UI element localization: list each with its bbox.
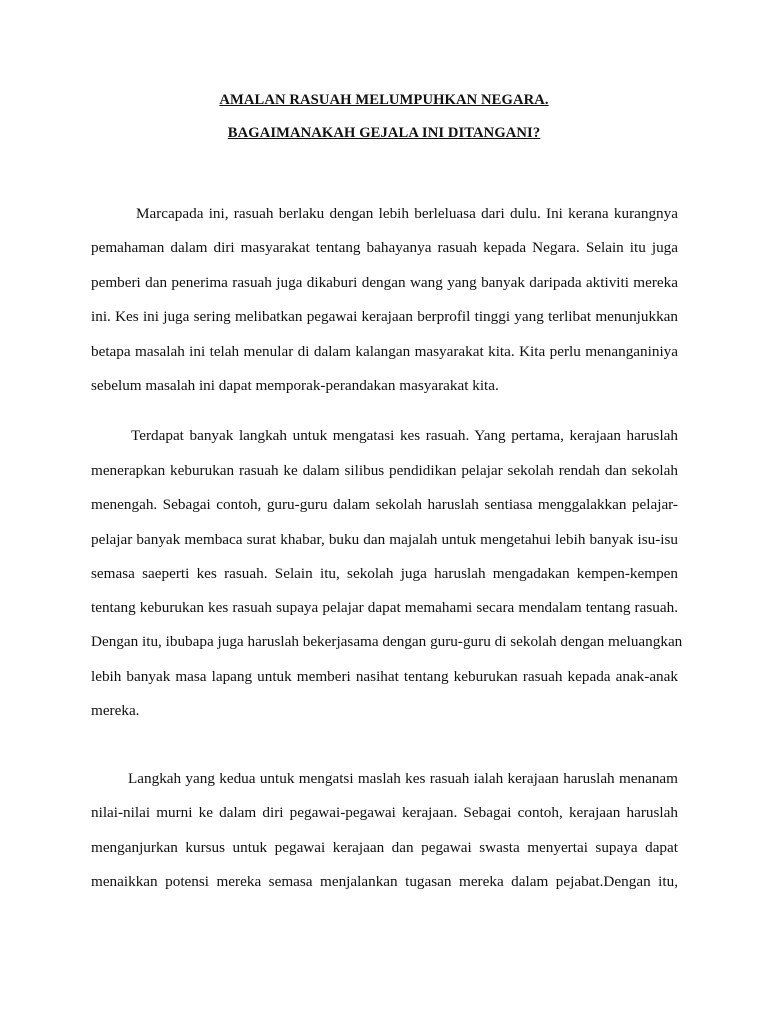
paragraph-1-line: sebelum masalah ini dapat memporak-perandakan masyarakat kita.: [91, 377, 499, 394]
paragraph-3-line: nilai-nilai murni ke dalam diri pegawai-pegawai kerajaan. Sebagai contoh, kerajaan haruslah: [91, 804, 678, 821]
paragraph-2-line: mereka.: [91, 702, 140, 719]
paragraph-3-line: Langkah yang kedua untuk mengatsi maslah kes rasuah ialah kerajaan haruslah menanam: [128, 770, 678, 787]
paragraph-2-line: lebih banyak masa lapang untuk memberi nasihat tentang keburukan rasuah kepada anak-anak: [91, 668, 678, 685]
document-title: AMALAN RASUAH MELUMPUHKAN NEGARA.: [219, 92, 549, 108]
paragraph-1-line: ini. Kes ini juga sering melibatkan pegawai kerajaan berprofil tinggi yang terlibat menunjukkan: [91, 308, 678, 325]
paragraph-1-line: betapa masalah ini telah menular di dalam kalangan masyarakat kita. Kita perlu menanganiniya: [91, 343, 678, 360]
paragraph-2-line: menerapkan keburukan rasuah ke dalam silibus pendidikan pelajar sekolah rendah dan sekolah: [91, 462, 678, 479]
document-subtitle: BAGAIMANAKAH GEJALA INI DITANGANI?: [227, 125, 541, 141]
paragraph-1-line: pemahaman dalam diri masyarakat tentang bahayanya rasuah kepada Negara. Selain itu juga: [91, 239, 678, 256]
paragraph-2-line: Dengan itu, ibubapa juga haruslah bekerjasama dengan guru-guru di sekolah dengan meluangkan: [91, 633, 683, 650]
paragraph-3-line: menganjurkan kursus untuk pegawai kerajaan dan pegawai swasta menyertai supaya dapat: [91, 839, 678, 856]
paragraph-2-line: menengah. Sebagai contoh, guru-guru dalam sekolah haruslah sentiasa menggalakkan pelajar-: [91, 496, 678, 513]
paragraph-2-line: semasa saeperti kes rasuah. Selain itu, sekolah juga haruslah mengadakan kempen-kempen: [91, 565, 678, 582]
paragraph-3-line: menaikkan potensi mereka semasa menjalankan tugasan mereka dalam pejabat.Dengan itu,: [91, 873, 678, 890]
paragraph-2-line: pelajar banyak membaca surat khabar, buku dan majalah untuk mengetahui lebih banyak isu-isu: [91, 531, 678, 548]
paragraph-1-line: pemberi dan penerima rasuah juga dikaburi dengan wang yang banyak daripada aktiviti mereka: [91, 274, 678, 291]
paragraph-2-line: Terdapat banyak langkah untuk mengatasi kes rasuah. Yang pertama, kerajaan haruslah: [131, 427, 678, 444]
paragraph-1-line: Marcapada ini, rasuah berlaku dengan lebih berleluasa dari dulu. Ini kerana kurangnya: [136, 205, 678, 222]
paragraph-2-line: tentang keburukan kes rasuah supaya pelajar dapat memahami secara mendalam tentang rasuah.: [91, 599, 678, 616]
